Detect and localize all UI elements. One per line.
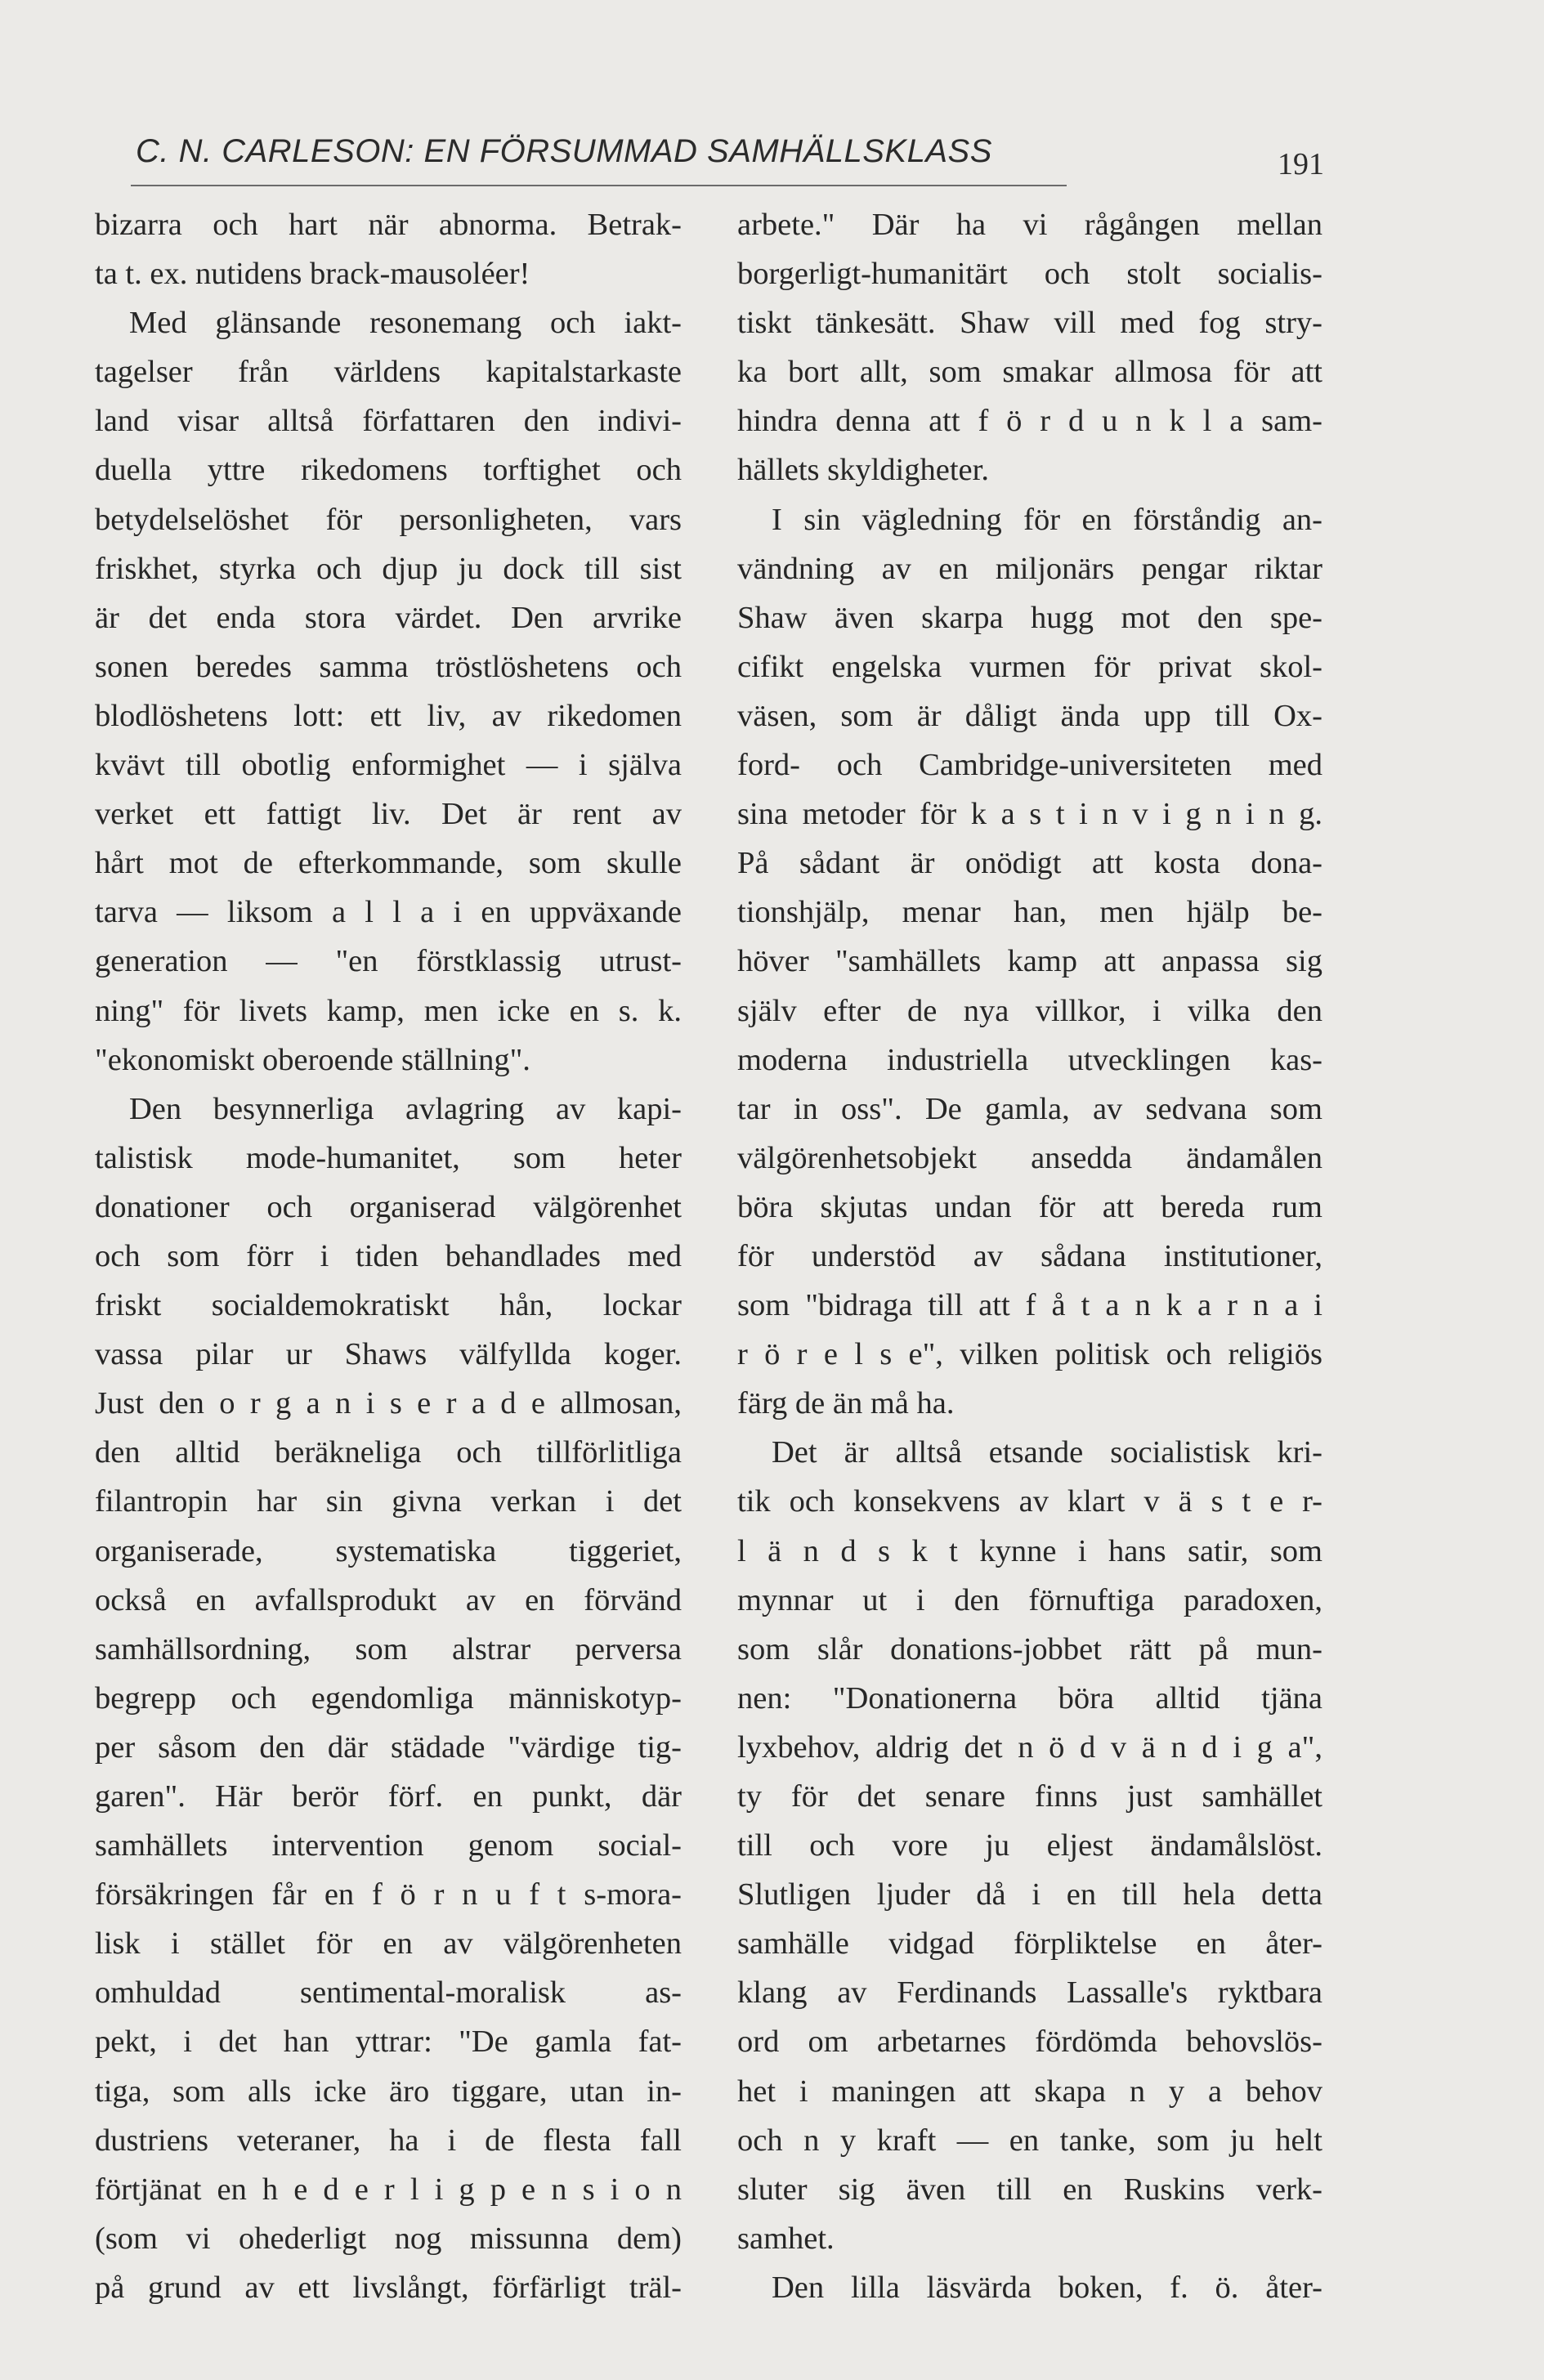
text-line: ty för det senare finns just samhället <box>737 1779 1322 1814</box>
text-line: arbete." Där ha vi rågången mellan <box>737 208 1322 242</box>
text-line: cifikt engelska vurmen för privat skol- <box>737 649 1322 684</box>
text-line: hindra denna att f ö r d u n k l a sam- <box>737 404 1322 439</box>
text-line: ford- och Cambridge-universiteten med <box>737 748 1322 783</box>
text-line: lyxbehov, aldrig det n ö d v ä n d i g a", <box>737 1729 1322 1765</box>
text-line: sina metoder för k a s t i n v i g n i n g. <box>737 797 1322 832</box>
text-line: blodlöshetens lott: ett liv, av rikedomen <box>95 698 682 733</box>
text-line: bizarra och hart när abnorma. Betrak- <box>95 208 682 242</box>
text-line: Slutligen ljuder då i en till hela detta <box>737 1877 1322 1912</box>
text-line: tagelser från världens kapitalstarkaste <box>95 355 682 390</box>
text-line: land visar alltså författaren den indivi- <box>95 404 682 439</box>
text-line: vassa pilar ur Shaws välfyllda koger. <box>95 1337 682 1372</box>
text-line: borgerligt-humanitärt och stolt socialis- <box>737 257 1322 292</box>
text-line: Den lilla läsvärda boken, f. ö. åter- <box>772 2270 1322 2305</box>
text-line: nen: "Donationerna böra alltid tjäna <box>737 1680 1322 1716</box>
text-line: som slår donations-jobbet rätt på mun- <box>737 1631 1322 1666</box>
text-line: r ö r e l s e", vilken politisk och religiös <box>737 1337 1322 1372</box>
text-line: höver "samhällets kamp att anpassa sig <box>737 944 1322 979</box>
text-line: ka bort allt, som smakar allmosa för att <box>737 355 1322 390</box>
text-line: per såsom den där städade "värdige tig- <box>95 1729 682 1765</box>
text-line: förtjänat en h e d e r l i g p e n s i o n <box>95 2172 682 2207</box>
text-line: pekt, i det han yttrar: "De gamla fat- <box>95 2024 682 2060</box>
text-line: ord om arbetarnes fördömda behovslös- <box>737 2024 1322 2060</box>
text-line: kvävt till obotlig enformighet — i själva <box>95 748 682 783</box>
text-line: garen". Här berör förf. en punkt, där <box>95 1779 682 1814</box>
text-line: tar in oss". De gamla, av sedvana som <box>737 1091 1322 1126</box>
text-line: dustriens veteraner, ha i de flesta fall <box>95 2123 682 2158</box>
text-line: samhälle vidgad förpliktelse en åter- <box>737 1926 1322 1962</box>
text-line: donationer och organiserad välgörenhet <box>95 1189 682 1224</box>
text-line: klang av Ferdinands Lassalle's ryktbara <box>737 1975 1322 2011</box>
text-line: begrepp och egendomliga människotyp- <box>95 1680 682 1716</box>
text-line: Shaw även skarpa hugg mot den spe- <box>737 600 1322 635</box>
text-line: het i maningen att skapa n y a behov <box>737 2074 1322 2109</box>
text-line: också en avfallsprodukt av en förvänd <box>95 1582 682 1617</box>
text-line: och som förr i tiden behandlades med <box>95 1238 682 1273</box>
text-line: friskt socialdemokratiskt hån, lockar <box>95 1288 682 1323</box>
text-line: är det enda stora värdet. Den arvrike <box>95 600 682 635</box>
text-line: hällets skyldigheter. <box>737 453 989 488</box>
text-line: I sin vägledning för en förståndig an- <box>772 502 1322 537</box>
text-line: ning" för livets kamp, men icke en s. k. <box>95 993 682 1028</box>
text-line: organiserade, systematiska tiggeriet, <box>95 1533 682 1568</box>
right-text-column <box>737 200 1322 2312</box>
text-line: filantropin har sin givna verkan i det <box>95 1484 682 1519</box>
text-line: som "bidraga till att f å t a n k a r n a i <box>737 1288 1322 1323</box>
running-title: C. N. CARLESON: EN FÖRSUMMAD SAMHÄLLSKLASS <box>136 133 992 169</box>
text-line: tionshjälp, menar han, men hjälp be- <box>737 895 1322 930</box>
text-line: mynnar ut i den förnuftiga paradoxen, <box>737 1582 1322 1617</box>
text-line: väsen, som är dåligt ända upp till Ox- <box>737 698 1322 733</box>
text-line: böra skjutas undan för att bereda rum <box>737 1189 1322 1224</box>
text-line: och n y kraft — en tanke, som ju helt <box>737 2123 1322 2158</box>
text-line: moderna industriella utvecklingen kas- <box>737 1042 1322 1077</box>
text-line: på grund av ett livslångt, förfärligt träl- <box>95 2270 682 2305</box>
text-line: "ekonomiskt oberoende ställning". <box>95 1042 530 1077</box>
text-line: färg de än må ha. <box>737 1386 955 1421</box>
text-line: generation — "en förstklassig utrust- <box>95 944 682 979</box>
text-line: tarva — liksom a l l a i en uppväxande <box>95 895 682 930</box>
text-line: lisk i stället för en av välgörenheten <box>95 1926 682 1962</box>
text-line: den alltid beräkneliga och tillförlitliga <box>95 1435 682 1470</box>
page-number: 191 <box>1278 147 1324 181</box>
text-line: försäkringen får en f ö r n u f t s-mora- <box>95 1877 682 1912</box>
text-line: verket ett fattigt liv. Det är rent av <box>95 797 682 832</box>
text-line: Det är alltså etsande socialistisk kri- <box>772 1435 1322 1470</box>
left-text-column <box>95 200 682 2312</box>
text-line: sonen beredes samma tröstlöshetens och <box>95 649 682 684</box>
text-line: tiga, som alls icke äro tiggare, utan in- <box>95 2074 682 2109</box>
text-line: På sådant är onödigt att kosta dona- <box>737 846 1322 881</box>
text-line: betydelselöshet för personligheten, vars <box>95 502 682 537</box>
text-line: tiskt tänkesätt. Shaw vill med fog stry- <box>737 306 1322 341</box>
header-rule <box>131 185 1067 186</box>
text-line: Just den o r g a n i s e r a d e allmosan, <box>95 1386 682 1421</box>
text-line: välgörenhetsobjekt ansedda ändamålen <box>737 1140 1322 1175</box>
text-line: sluter sig även till en Ruskins verk- <box>737 2172 1322 2207</box>
text-line: Den besynnerliga avlagring av kapi- <box>129 1091 682 1126</box>
running-head <box>131 133 1324 182</box>
text-line: samhet. <box>737 2221 835 2256</box>
text-line: hårt mot de efterkommande, som skulle <box>95 846 682 881</box>
text-line: Med glänsande resonemang och iakt- <box>129 306 682 341</box>
text-line: samhällsordning, som alstrar perversa <box>95 1631 682 1666</box>
text-line: för understöd av sådana institutioner, <box>737 1238 1322 1273</box>
text-line: tik och konsekvens av klart v ä s t e r- <box>737 1484 1322 1519</box>
text-line: talistisk mode-humanitet, som heter <box>95 1140 682 1175</box>
text-line: (som vi ohederligt nog missunna dem) <box>95 2221 682 2256</box>
text-line: till och vore ju eljest ändamålslöst. <box>737 1828 1322 1863</box>
text-line: själv efter de nya villkor, i vilka den <box>737 993 1322 1028</box>
text-line: ta t. ex. nutidens brack-mausoléer! <box>95 257 530 292</box>
text-line: vändning av en miljonärs pengar riktar <box>737 551 1322 586</box>
text-line: friskhet, styrka och djup ju dock till sist <box>95 551 682 586</box>
text-line: l ä n d s k t kynne i hans satir, som <box>737 1533 1322 1568</box>
text-line: duella yttre rikedomens torftighet och <box>95 453 682 488</box>
text-line: samhällets intervention genom social- <box>95 1828 682 1863</box>
text-line: omhuldad sentimental-moralisk as- <box>95 1975 682 2011</box>
